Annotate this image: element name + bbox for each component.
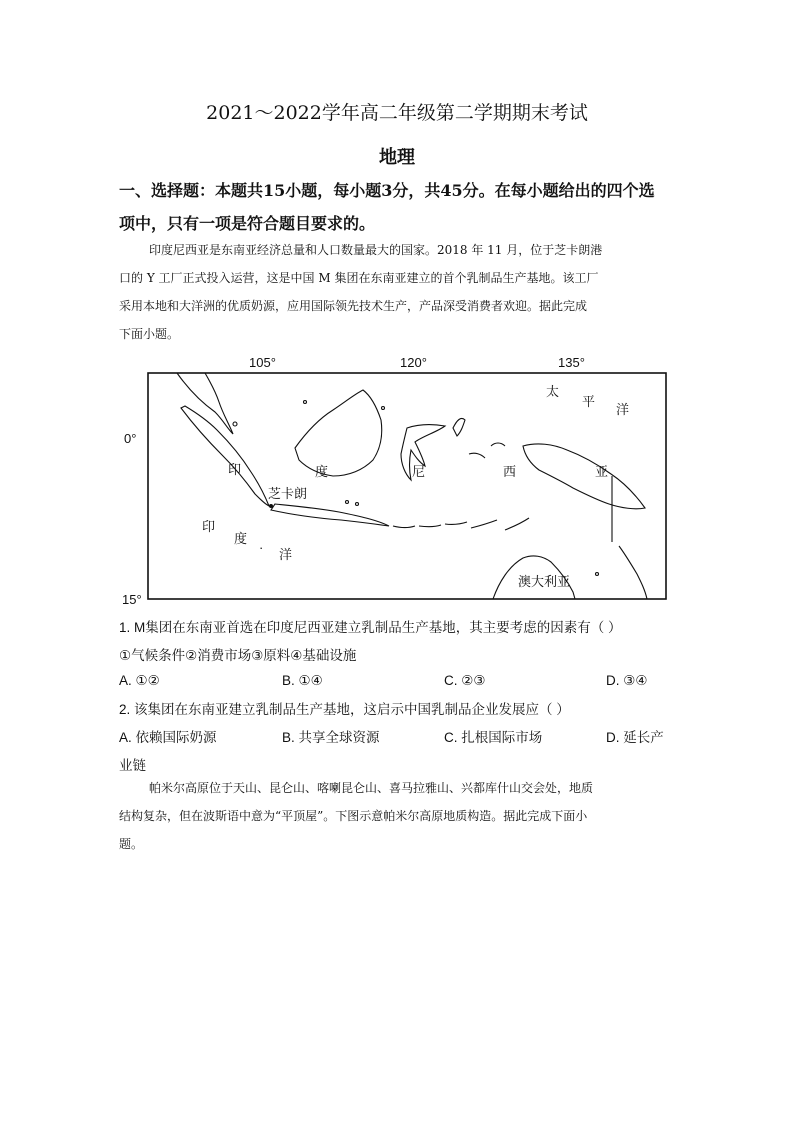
section-heading-line2: 项中，只有一项是符合题目要求的。 (119, 214, 376, 233)
passage1-line2: 口的 Y 工厂正式投入运营，这是中国 M 集团在东南亚建立的首个乳制品生产基地。该工厂 (119, 271, 599, 285)
cikarang-marker (269, 504, 273, 508)
label-pacific-3: 洋 (616, 402, 630, 417)
passage1-line1: 印度尼西亚是东南亚经济总量和人口数量最大的国家。2018 年 11 月，位于芝卡朗港 (149, 243, 603, 257)
q1-stem: 1. M集团在东南亚首选在印度尼西亚建立乳制品生产基地，其主要考虑的因素有（ ） (119, 620, 622, 635)
exam-title: 2021～2022学年高二年级第二学期期末考试 (206, 102, 588, 124)
lon-label-105: 105° (249, 355, 276, 370)
label-pacific-1: 太 (546, 384, 560, 399)
q2-stem: 2. 该集团在东南亚建立乳制品生产基地，这启示中国乳制品企业发展应（ ） (119, 702, 570, 717)
label-indonesia-3: 尼 (412, 464, 426, 479)
label-indonesia-5: 亚 (595, 464, 609, 479)
label-indonesia-4: 西 (503, 464, 517, 479)
label-indonesia-2: 度 (315, 464, 329, 479)
label-indian-ocean-dot: · (259, 540, 264, 555)
section-heading-line1: 一、选择题：本题共15小题，每小题3分，共45分。在每小题给出的四个选 (119, 181, 655, 200)
passage1-line4: 下面小题。 (119, 327, 180, 341)
subject-title: 地理 (379, 147, 415, 168)
q1-option-c[interactable]: C. ②③ (444, 673, 486, 688)
q2-option-d-continued: 业链 (119, 758, 146, 773)
lat-label-0: 0° (124, 431, 137, 446)
lon-label-135: 135° (558, 355, 585, 370)
label-pacific-2: 平 (582, 394, 596, 409)
label-indian-ocean-2: 度 (234, 531, 248, 546)
label-australia: 澳大利亚 (518, 574, 571, 589)
indonesia-map (119, 350, 679, 606)
passage2-line3: 题。 (119, 837, 144, 851)
coastlines (177, 373, 647, 599)
passage1-line3: 采用本地和大洋洲的优质奶源，应用国际领先技术生产，产品深受消费者欢迎。据此完成 (119, 299, 588, 313)
q1-option-d[interactable]: D. ③④ (606, 673, 648, 688)
label-indian-ocean-3: 洋 (279, 547, 293, 562)
lon-label-120: 120° (400, 355, 427, 370)
q1-factors: ①气候条件②消费市场③原料④基础设施 (119, 648, 357, 663)
q2-option-d[interactable]: D. 延长产 (606, 730, 664, 745)
label-indian-ocean-1: 印 (202, 519, 216, 534)
passage2-line2: 结构复杂，但在波斯语中意为“平顶屋”。下图示意帕米尔高原地质构造。据此完成下面小 (119, 809, 588, 823)
q1-option-b[interactable]: B. ①④ (282, 673, 323, 688)
q2-option-b[interactable]: B. 共享全球资源 (282, 730, 380, 745)
q1-option-a[interactable]: A. ①② (119, 673, 160, 688)
q2-option-a[interactable]: A. 依赖国际奶源 (119, 730, 217, 745)
passage2-line1: 帕米尔高原位于天山、昆仑山、喀喇昆仑山、喜马拉雅山、兴都库什山交会处，地质 (149, 781, 594, 795)
label-indonesia-1: 印 (228, 462, 242, 477)
lat-label-15: 15° (122, 592, 142, 606)
q2-option-c[interactable]: C. 扎根国际市场 (444, 730, 543, 745)
label-cikarang: 芝卡朗 (268, 486, 308, 501)
